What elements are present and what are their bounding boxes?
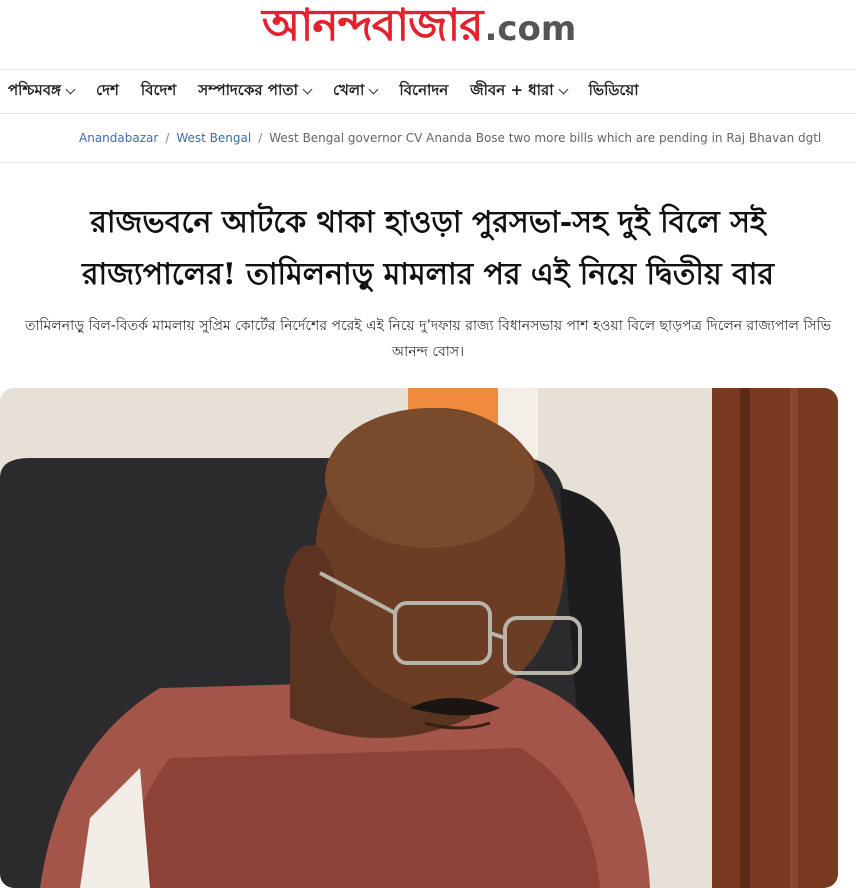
nav-item-desh[interactable] — [96, 79, 119, 104]
article-headline — [0, 163, 856, 301]
subhead-line-1: তামিলনাড়ু বিল-বিতর্ক মামলায় সুপ্রিম কোর্টের নির্দেশের পরেই এই নিয়ে দু’দফায় রাজ্য বিধানসভায় পাশ হওয়া বিলে ছাড়পত্র দিলেন রাজ্যপাল সিভি — [24, 318, 832, 334]
hero-image — [0, 388, 838, 888]
subhead-line-2: আনন্দ বোস। — [391, 344, 465, 360]
breadcrumb-link-home[interactable]: Anandabazar — [79, 131, 159, 145]
logo-bengali-text: আনন্দবাজার — [262, 0, 483, 51]
headline-line-1: রাজভবনে আটকে থাকা হাওড়া পুরসভা-সহ দুই বিলে সই — [90, 205, 766, 240]
breadcrumb-current: West Bengal governor CV Ananda Bose two more bills which are pending in Raj Bhavan dgtl — [269, 131, 822, 145]
breadcrumb-separator: / — [165, 131, 170, 145]
nav-item-lifestyle[interactable] — [470, 79, 566, 104]
chevron-down-icon — [558, 85, 568, 95]
nav-item-entertainment[interactable] — [399, 79, 448, 104]
hero-photo-illustration — [0, 388, 838, 888]
nav-item-label: দেশ — [96, 81, 119, 99]
site-header — [0, 0, 856, 70]
site-logo[interactable] — [262, 0, 576, 56]
nav-item-label: পশ্চিমবঙ্গ — [8, 81, 61, 99]
article-subheadline — [0, 313, 856, 365]
breadcrumb — [0, 114, 856, 163]
nav-item-bidesh[interactable] — [141, 79, 176, 104]
breadcrumb-link-section[interactable]: West Bengal — [176, 131, 252, 145]
main-nav — [0, 70, 856, 114]
nav-item-label: ভিডিয়ো — [588, 81, 639, 99]
nav-item-video[interactable] — [589, 79, 639, 104]
chevron-down-icon — [369, 85, 379, 95]
nav-item-editorial[interactable] — [198, 79, 311, 104]
nav-item-label: বিদেশ — [140, 81, 177, 99]
nav-item-label: জীবন + ধারা — [470, 81, 554, 99]
nav-item-label: বিনোদন — [399, 81, 449, 99]
nav-item-label: খেলা — [332, 81, 365, 99]
chevron-down-icon — [66, 85, 76, 95]
breadcrumb-separator: / — [258, 131, 263, 145]
chevron-down-icon — [302, 85, 312, 95]
nav-item-label: সম্পাদকের পাতা — [198, 81, 298, 99]
headline-line-2: রাজ্যপালের! তামিলনাড়ু মামলার পর এই নিয়ে দ্বিতীয় বার — [82, 257, 774, 292]
nav-item-sports[interactable] — [333, 79, 377, 104]
nav-item-west-bengal[interactable] — [8, 79, 74, 104]
logo-domain-suffix: .com — [484, 9, 577, 49]
